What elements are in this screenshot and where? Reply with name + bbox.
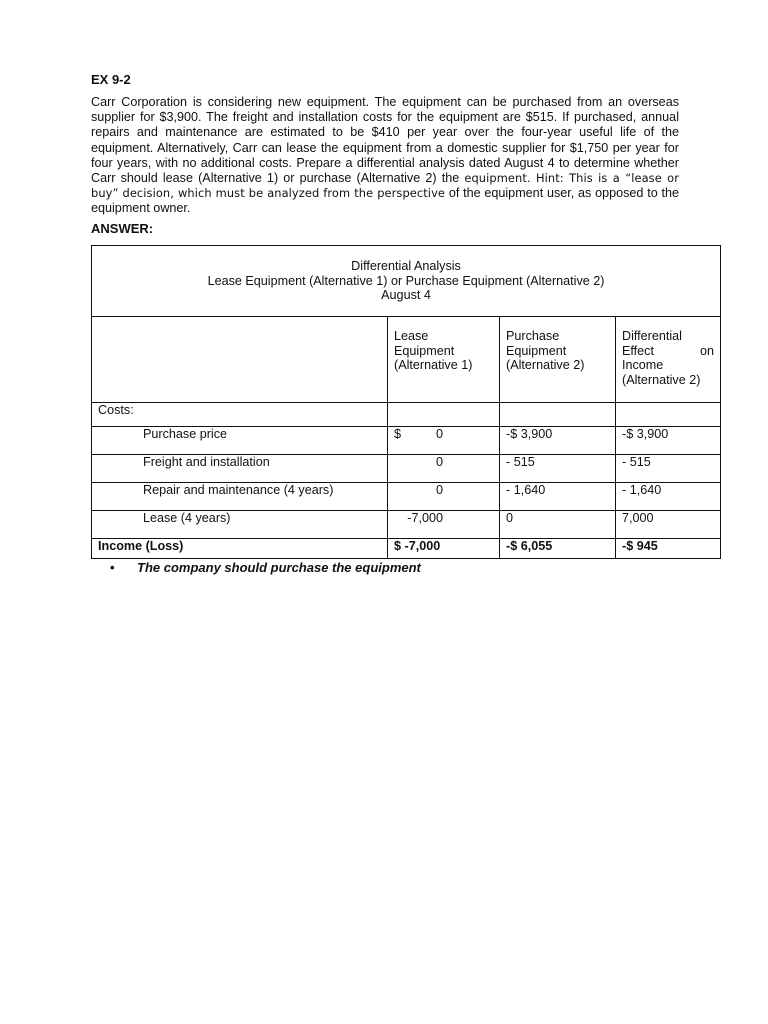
purchase-value: -$ 3,900 — [500, 427, 616, 455]
table-header-row — [92, 246, 721, 317]
differential-total: -$ 945 — [616, 539, 721, 559]
row-label: Repair and maintenance (4 years) — [92, 483, 388, 511]
conclusion-text: The company should purchase the equipment — [137, 560, 421, 575]
differential-value: - 515 — [616, 455, 721, 483]
row-label: Freight and installation — [92, 455, 388, 483]
column-header-line: (Alternative 1) — [394, 358, 473, 373]
purchase-value: - 1,640 — [500, 483, 616, 511]
bullet-icon: • — [110, 560, 115, 575]
table-row-freight — [92, 455, 721, 483]
column-header-line: Differential — [622, 329, 682, 343]
empty-cell — [616, 403, 721, 427]
column-header-line: (Alternative 2) — [622, 372, 701, 387]
costs-label: Costs: — [92, 403, 388, 427]
column-header-row — [92, 317, 721, 403]
problem-statement — [91, 95, 679, 217]
lease-value: 0 — [388, 483, 500, 511]
purchase-value: 0 — [500, 511, 616, 539]
table-row-income-loss — [92, 539, 721, 559]
purchase-column-header — [500, 317, 616, 403]
costs-section-row — [92, 403, 721, 427]
lease-value-amount: 0 — [435, 427, 443, 441]
differential-value: - 1,640 — [616, 483, 721, 511]
column-header-line: Purchase — [506, 329, 560, 343]
column-header-line: Equipment — [506, 343, 567, 358]
differential-value: 7,000 — [616, 511, 721, 539]
lease-value: 0 — [388, 455, 500, 483]
lease-total: $ -7,000 — [388, 539, 500, 559]
dollar-sign: $ — [394, 427, 402, 441]
exercise-title: EX 9-2 — [91, 72, 131, 87]
lease-value — [388, 427, 500, 455]
column-header-line: Effect on — [622, 343, 715, 358]
empty-cell — [388, 403, 500, 427]
conclusion-bullet — [110, 560, 421, 575]
purchase-total: -$ 6,055 — [500, 539, 616, 559]
column-header-line: Equipment — [394, 343, 455, 358]
problem-text: Carr Corporation is considering new equipment. The equipment can be purchased from an overseas supplier for $3,900. The freight and installation costs for the equipment are $515. If purchased, annual repairs and maintenance are estimated to be $410 per year over the four-year useful life of the equipment. Alternatively, Carr can lease the equipment from a domestic supplier for $1,750 per year for four years, with no additional costs. Prepare a differential analysis dated August 4 to determine whether Carr should lease (Alternative 1) or purchase (Alternative 2) the — [91, 95, 679, 186]
purchase-value: - 515 — [500, 455, 616, 483]
row-label: Purchase price — [92, 427, 388, 455]
differential-value: -$ 3,900 — [616, 427, 721, 455]
differential-analysis-table — [91, 245, 721, 559]
total-label: Income (Loss) — [92, 539, 388, 559]
answer-label: ANSWER: — [91, 221, 154, 236]
table-row-lease — [92, 511, 721, 539]
column-header-line: Lease — [394, 329, 429, 343]
empty-cell — [500, 403, 616, 427]
analysis-subtitle: Lease Equipment (Alternative 1) or Purchase Equipment (Alternative 2) — [207, 273, 605, 288]
column-header-line: (Alternative 2) — [506, 358, 585, 373]
analysis-date: August 4 — [381, 288, 431, 303]
lease-column-header — [388, 317, 500, 403]
analysis-title: Differential Analysis — [351, 259, 461, 273]
hint-text: equipment. Hint: This is a “lease or buy” decision, which must be analyzed from the perspective — [91, 171, 680, 201]
table-row-repair — [92, 483, 721, 511]
row-label: Lease (4 years) — [92, 511, 388, 539]
table-row-purchase-price — [92, 427, 721, 455]
differential-column-header — [616, 317, 721, 403]
column-header-line: Income — [622, 358, 664, 373]
problem-text-end: of the equipment user, as opposed to the equipment owner. — [91, 186, 680, 216]
label-column-header — [92, 317, 388, 403]
lease-value: -7,000 — [388, 511, 500, 539]
table-title-cell — [92, 246, 721, 317]
